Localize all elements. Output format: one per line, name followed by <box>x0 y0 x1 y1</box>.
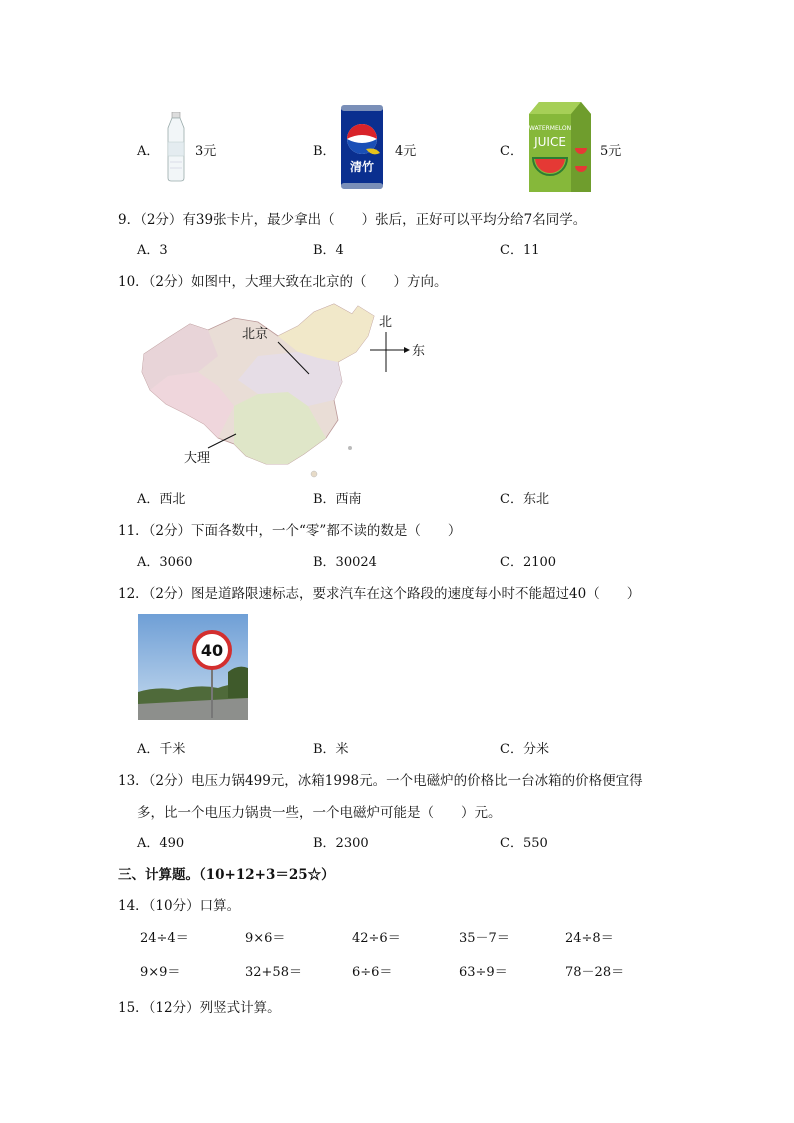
q11-option-c: C．2100 <box>500 555 557 570</box>
juice-carton-icon <box>525 100 593 194</box>
q11-text: 11．（2分）下面各数中，一个“零”都不读的数是（ ） <box>118 523 462 539</box>
juice-text: JUICE <box>534 135 566 149</box>
q13-option-b: B．2300 <box>313 836 369 851</box>
q13-option-a: A．490 <box>137 836 185 851</box>
q15-text: 15．（12分）列竖式计算。 <box>118 1000 281 1016</box>
speed-limit-photo <box>138 614 248 720</box>
q14-text: 14．（10分）口算。 <box>118 898 241 914</box>
q10-text: 10．（2分）如图中，大理大致在北京的（ ）方向。 <box>118 274 448 290</box>
q8-option-b-letter: B． <box>313 144 336 159</box>
q9-option-c: C．11 <box>500 243 540 258</box>
juice-brand: WATERMELON <box>528 125 572 132</box>
q14-r1-c4: 35－7＝ <box>459 931 510 946</box>
q10-option-c: C．东北 <box>500 492 549 507</box>
q14-r1-c3: 42÷6＝ <box>352 931 401 946</box>
q8-option-a-price: 3元 <box>195 144 217 159</box>
q9-text: 9．（2分）有39张卡片，最少拿出（ ）张后，正好可以平均分给7名同学。 <box>118 212 587 228</box>
q11-option-a: A．3060 <box>137 555 193 570</box>
q8-option-a-letter: A． <box>137 144 160 159</box>
q8-option-b-price: 4元 <box>395 144 417 159</box>
china-map-image <box>138 296 438 486</box>
q8-option-c-letter: C． <box>500 144 523 159</box>
q9-option-b: B．4 <box>313 243 344 258</box>
q14-r2-c1: 9×9＝ <box>140 965 181 980</box>
compass-east-label: 东 <box>412 344 426 359</box>
q13-line2: 多，比一个电压力锅贵一些，一个电磁炉可能是（ ）元。 <box>137 805 502 821</box>
q12-option-a: A．千米 <box>137 742 186 757</box>
q9-option-a: A．3 <box>137 243 168 258</box>
map-label-beijing: 北京 <box>242 327 269 342</box>
q14-r1-c1: 24÷4＝ <box>140 931 189 946</box>
q10-option-a: A．西北 <box>137 492 186 507</box>
q13-option-c: C．550 <box>500 836 548 851</box>
q14-r2-c5: 78－28＝ <box>565 965 625 980</box>
q14-r1-c5: 24÷8＝ <box>565 931 614 946</box>
sign-speed-value: 40 <box>200 641 224 660</box>
can-text: 清竹 <box>349 160 375 174</box>
q11-option-b: B．30024 <box>313 555 377 570</box>
q13-line1: 13．（2分）电压力锅499元，冰箱1998元。一个电磁炉的价格比一台冰箱的价格便宜得 <box>118 773 643 789</box>
q10-option-b: B．西南 <box>313 492 362 507</box>
cola-can-icon <box>338 103 386 191</box>
compass-north-label: 北 <box>379 315 393 330</box>
q14-r1-c2: 9×6＝ <box>245 931 286 946</box>
q12-text: 12．（2分）图是道路限速标志，要求汽车在这个路段的速度每小时不能超过40（ ） <box>118 586 641 602</box>
q12-option-b: B．米 <box>313 742 349 757</box>
section3-title: 三、计算题。（10+12+3＝25☆） <box>118 867 335 883</box>
q14-r2-c2: 32+58＝ <box>245 965 302 980</box>
q8-option-c-price: 5元 <box>600 144 622 159</box>
map-label-dali: 大理 <box>184 451 211 466</box>
q12-option-c: C．分米 <box>500 742 549 757</box>
q14-r2-c4: 63÷9＝ <box>459 965 508 980</box>
water-bottle-icon <box>162 112 190 182</box>
q14-r2-c3: 6÷6＝ <box>352 965 393 980</box>
